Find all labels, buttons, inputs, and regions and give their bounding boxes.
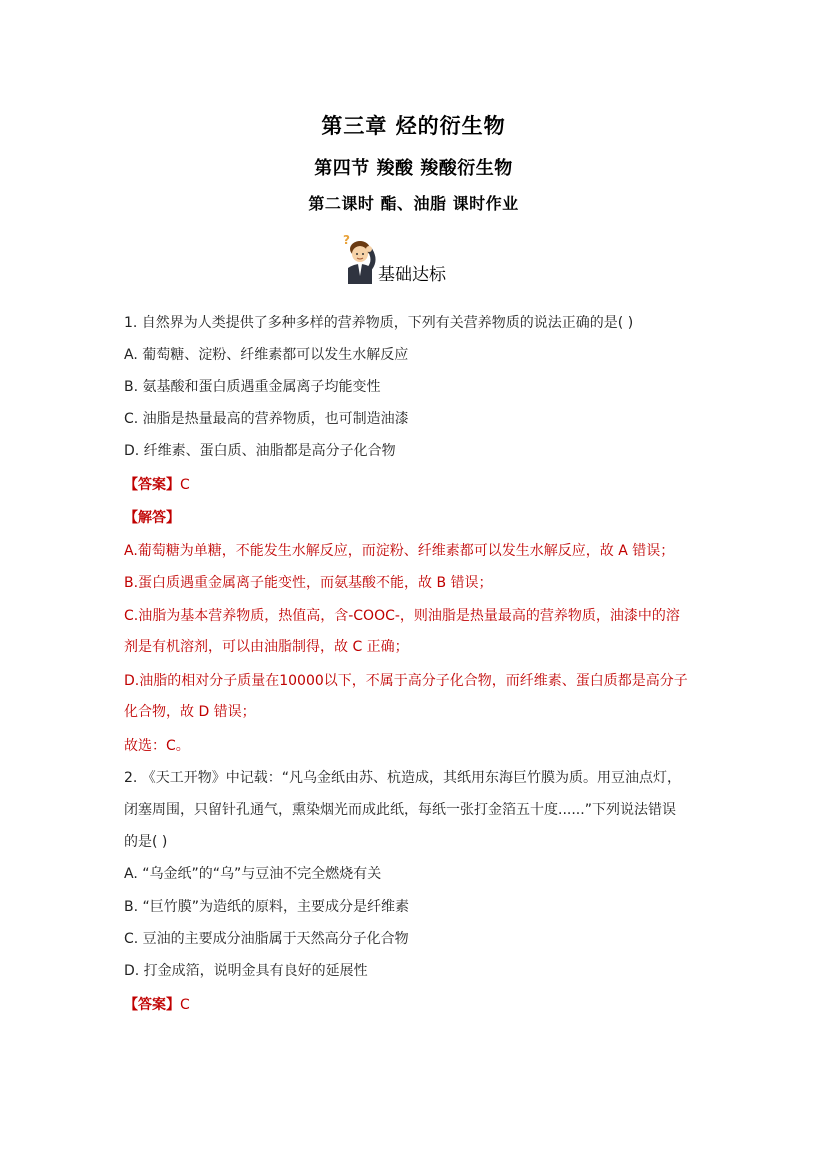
svg-text:?: ? — [343, 233, 350, 247]
q1-answer-value: C — [180, 477, 190, 493]
q1-explain-line: A.葡萄糖为单糖，不能发生水解反应，而淀粉、纤维素都可以发生水解反应，故 A 错误； — [124, 543, 675, 559]
q2-answer-value: C — [180, 997, 190, 1013]
q2-answer-label: 【答案】 — [124, 997, 180, 1013]
q2-option-c: C. 豆油的主要成分油脂属于天然高分子化合物 — [124, 931, 409, 947]
q1-answer — [124, 475, 190, 495]
section-title: 第四节 羧酸 羧酸衍生物 — [314, 158, 513, 179]
q1-explain-line: 化合物，故 D 错误； — [124, 704, 256, 720]
q1-explain-conclusion: 故选：C。 — [124, 738, 190, 754]
q2-stem-line: 2. 《天工开物》中记载：“凡乌金纸由苏、杭造成，其纸用东海巨竹膜为质。用豆油点灯， — [124, 770, 682, 786]
banner-label: 基础达标 — [378, 265, 446, 285]
q2-option-a: A. “乌金纸”的“乌”与豆油不完全燃烧有关 — [124, 866, 382, 882]
q1-option-a: A. 葡萄糖、淀粉、纤维素都可以发生水解反应 — [124, 347, 409, 363]
basic-banner — [340, 232, 500, 284]
q1-stem: 1. 自然界为人类提供了多种多样的营养物质，下列有关营养物质的说法正确的是( ) — [124, 315, 634, 331]
q2-option-d: D. 打金成箔，说明金具有良好的延展性 — [124, 963, 368, 979]
chapter-title: 第三章 烃的衍生物 — [321, 113, 506, 138]
q1-explain-line: D.油脂的相对分子质量在10000以下，不属于高分子化合物，而纤维素、蛋白质都是高分子 — [124, 673, 688, 689]
q1-explain-line: B.蛋白质遇重金属离子能变性，而氨基酸不能，故 B 错误； — [124, 575, 493, 591]
lesson-title: 第二课时 酯、油脂 课时作业 — [308, 194, 519, 213]
q2-stem-line: 闭塞周围，只留针孔通气，熏染烟光而成此纸，每纸一张打金箔五十度......”下列说法错误 — [124, 802, 676, 818]
q1-option-b: B. 氨基酸和蛋白质遇重金属离子均能变性 — [124, 379, 381, 395]
q1-option-c: C. 油脂是热量最高的营养物质，也可制造油漆 — [124, 411, 409, 427]
q2-stem-line: 的是( ) — [124, 834, 168, 850]
q2-answer — [124, 995, 190, 1015]
q1-explain-line: C.油脂为基本营养物质，热值高，含-COOC-，则油脂是热量最高的营养物质，油漆中的溶 — [124, 608, 680, 624]
q1-option-d: D. 纤维素、蛋白质、油脂都是高分子化合物 — [124, 443, 396, 459]
q1-explain-label: 【解答】 — [124, 510, 180, 526]
q1-explain-line: 剂是有机溶剂，可以由油脂制得，故 C 正确； — [124, 639, 409, 655]
q1-answer-label: 【答案】 — [124, 477, 180, 493]
q2-option-b: B. “巨竹膜”为造纸的原料，主要成分是纤维素 — [124, 899, 410, 915]
